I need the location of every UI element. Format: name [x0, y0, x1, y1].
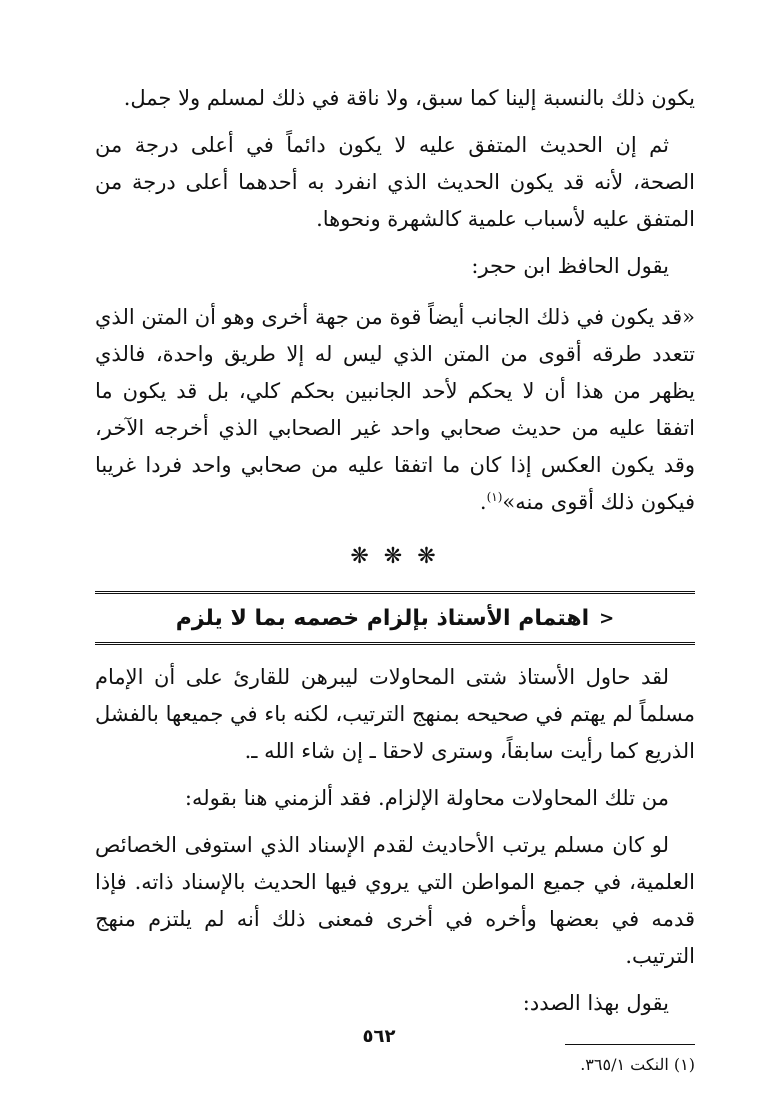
- page-number: ٥٦٢: [362, 1026, 396, 1047]
- footnote-marker: (١): [486, 490, 503, 504]
- section-heading: [95, 591, 695, 645]
- section-separator: ❋ ❋ ❋: [350, 544, 440, 569]
- paragraph-ilzam: من تلك المحاولات محاولة الإلزام. فقد ألزمني هنا بقوله:: [184, 786, 669, 810]
- paragraph-muslim-ordering: لو كان مسلم يرتب الأحاديث لقدم الإسناد الذي استوفى الخصائص العلمية، في جميع المواطن التي يروي فيها الحديث بالإسناد ذاته. فإذا قدمه في بعضها وأخره في أخرى فمعنى ذلك أنه لم يلتزم منهج الترتيب.: [95, 833, 695, 968]
- paragraph-says-regarding: يقول بهذا الصدد:: [522, 991, 669, 1015]
- paragraph-ibn-hajar-intro: يقول الحافظ ابن حجر:: [471, 254, 669, 278]
- quote-text: «قد يكون في ذلك الجانب أيضاً قوة من جهة أخرى وهو أن المتن الذي تتعدد طرقه أقوى من المتن الذي ليس له إلا طريق واحدة، فالذي يظهر من هذا أن لا يحكم لأحد الجانبين بحكم كلي، بل قد يكون ما اتفقا عليه من حديث صحابي واحد غير الصحابي الذي أخرجه الآخر، وقد يكون العكس إذا كان ما اتفقا عليه من صحابي واحد فردا غريبا فيكون ذلك أقوى منه»: [95, 305, 695, 514]
- chevron-marker-icon: <: [599, 607, 615, 629]
- paragraph-agreed-hadith: ثم إن الحديث المتفق عليه لا يكون دائماً في أعلى درجة من الصحة، لأنه قد يكون الحديث الذي انفرد به أحدهما أعلى درجة من المتفق عليه لأسباب علمية كالشهرة ونحوها.: [95, 133, 695, 231]
- page-body: [95, 80, 695, 1093]
- quote-ibn-hajar: [95, 299, 695, 521]
- quote-tail: .: [479, 490, 487, 514]
- footnote: (١) النكت ٣٦٥/١.: [580, 1055, 695, 1074]
- section-heading-title: اهتمام الأستاذ بإلزام خصمه بما لا يلزم: [175, 605, 590, 631]
- paragraph-continuation: يكون ذلك بالنسبة إلينا كما سبق، ولا ناقة في ذلك لمسلم ولا جمل.: [123, 86, 695, 110]
- paragraph-ustadh-attempts: لقد حاول الأستاذ شتى المحاولات ليبرهن للقارئ على أن الإمام مسلماً لم يهتم في صحيحه بمنهج الترتيب، لكنه باء في جميعها بالفشل الذريع كما رأيت سابقاً، وسترى لاحقا ـ إن شاء الله ـ.: [95, 665, 695, 763]
